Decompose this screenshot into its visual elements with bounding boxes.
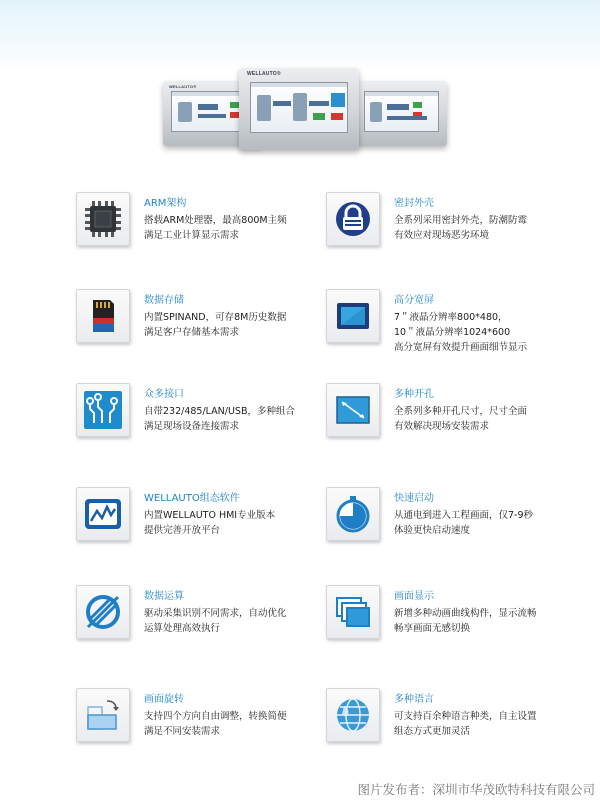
hmi-screen	[250, 82, 348, 133]
rotate-icon	[76, 688, 130, 742]
feature-title: 多种语言	[394, 694, 434, 705]
cutout-icon	[326, 383, 380, 437]
feature-title: 密封外壳	[394, 198, 434, 209]
feature-title: 高分宽屏	[394, 295, 434, 306]
chip-icon	[76, 192, 130, 246]
globe-icon	[326, 688, 380, 742]
feature-description: 内置WELLAUTO HMI专业版本 提供完善开放平台	[144, 510, 276, 536]
feature-title: 数据运算	[144, 591, 184, 602]
screens-icon	[326, 585, 380, 639]
feature-title: 众多接口	[144, 389, 184, 400]
feature-title: ARM架构	[144, 198, 187, 209]
brand-logo: WELLAUTO®	[247, 71, 281, 77]
software-icon	[76, 487, 130, 541]
hmi-panel-right	[356, 81, 447, 146]
feature-title: 画面显示	[394, 591, 434, 602]
feature-description: 自带232/485/LAN/USB，多种组合 满足现场设备连接需求	[144, 406, 295, 432]
feature-description: 全系列采用密封外壳，防潮防霉 有效应对现场恶劣环境	[394, 215, 528, 241]
feature-title: WELLAUTO组态软件	[144, 493, 240, 504]
sd-card-icon	[76, 289, 130, 343]
feature-description: 支持四个方向自由调整，转换简便 满足不同安装需求	[144, 711, 287, 737]
header-gradient	[0, 0, 600, 70]
feature-description: 7＂液晶分辨率800*480， 10＂液晶分辨率1024*600 高分宽屏有效提升画面细节显示	[394, 312, 528, 353]
feature-description: 内置SPINAND，可存8M历史数据 满足客户存储基本需求	[144, 312, 287, 338]
brand-logo: WELLAUTO®	[169, 84, 197, 89]
feature-title: 画面旋转	[144, 694, 184, 705]
hd-screen-icon	[326, 289, 380, 343]
feature-description: 全系列多种开孔尺寸，尺寸全面 有效解决现场安装需求	[394, 406, 528, 432]
hmi-panel-center	[239, 68, 359, 150]
feature-title: 多种开孔	[394, 389, 434, 400]
timer-icon	[326, 487, 380, 541]
feature-description: 驱动采集识别不同需求，自动优化 运算处理高效执行	[144, 608, 287, 634]
publisher-credit: 图片发布者：深圳市华茂欧特科技有限公司	[357, 782, 595, 797]
hmi-screen	[364, 91, 439, 132]
data-processing-icon	[76, 585, 130, 639]
circuit-icon	[76, 383, 130, 437]
lock-icon	[326, 192, 380, 246]
feature-description: 可支持百余种语言种类，自主设置 组态方式更加灵活	[394, 711, 537, 737]
feature-title: 数据存储	[144, 295, 184, 306]
feature-description: 搭载ARM处理器，最高800M主频 满足工业计算显示需求	[144, 215, 287, 241]
feature-description: 新增多种动画曲线构件，显示流畅 畅享画面无感切换	[394, 608, 537, 634]
feature-description: 从通电到进入工程画面，仅7-9秒 体验更快启动速度	[394, 510, 534, 536]
feature-title: 快速启动	[394, 493, 434, 504]
